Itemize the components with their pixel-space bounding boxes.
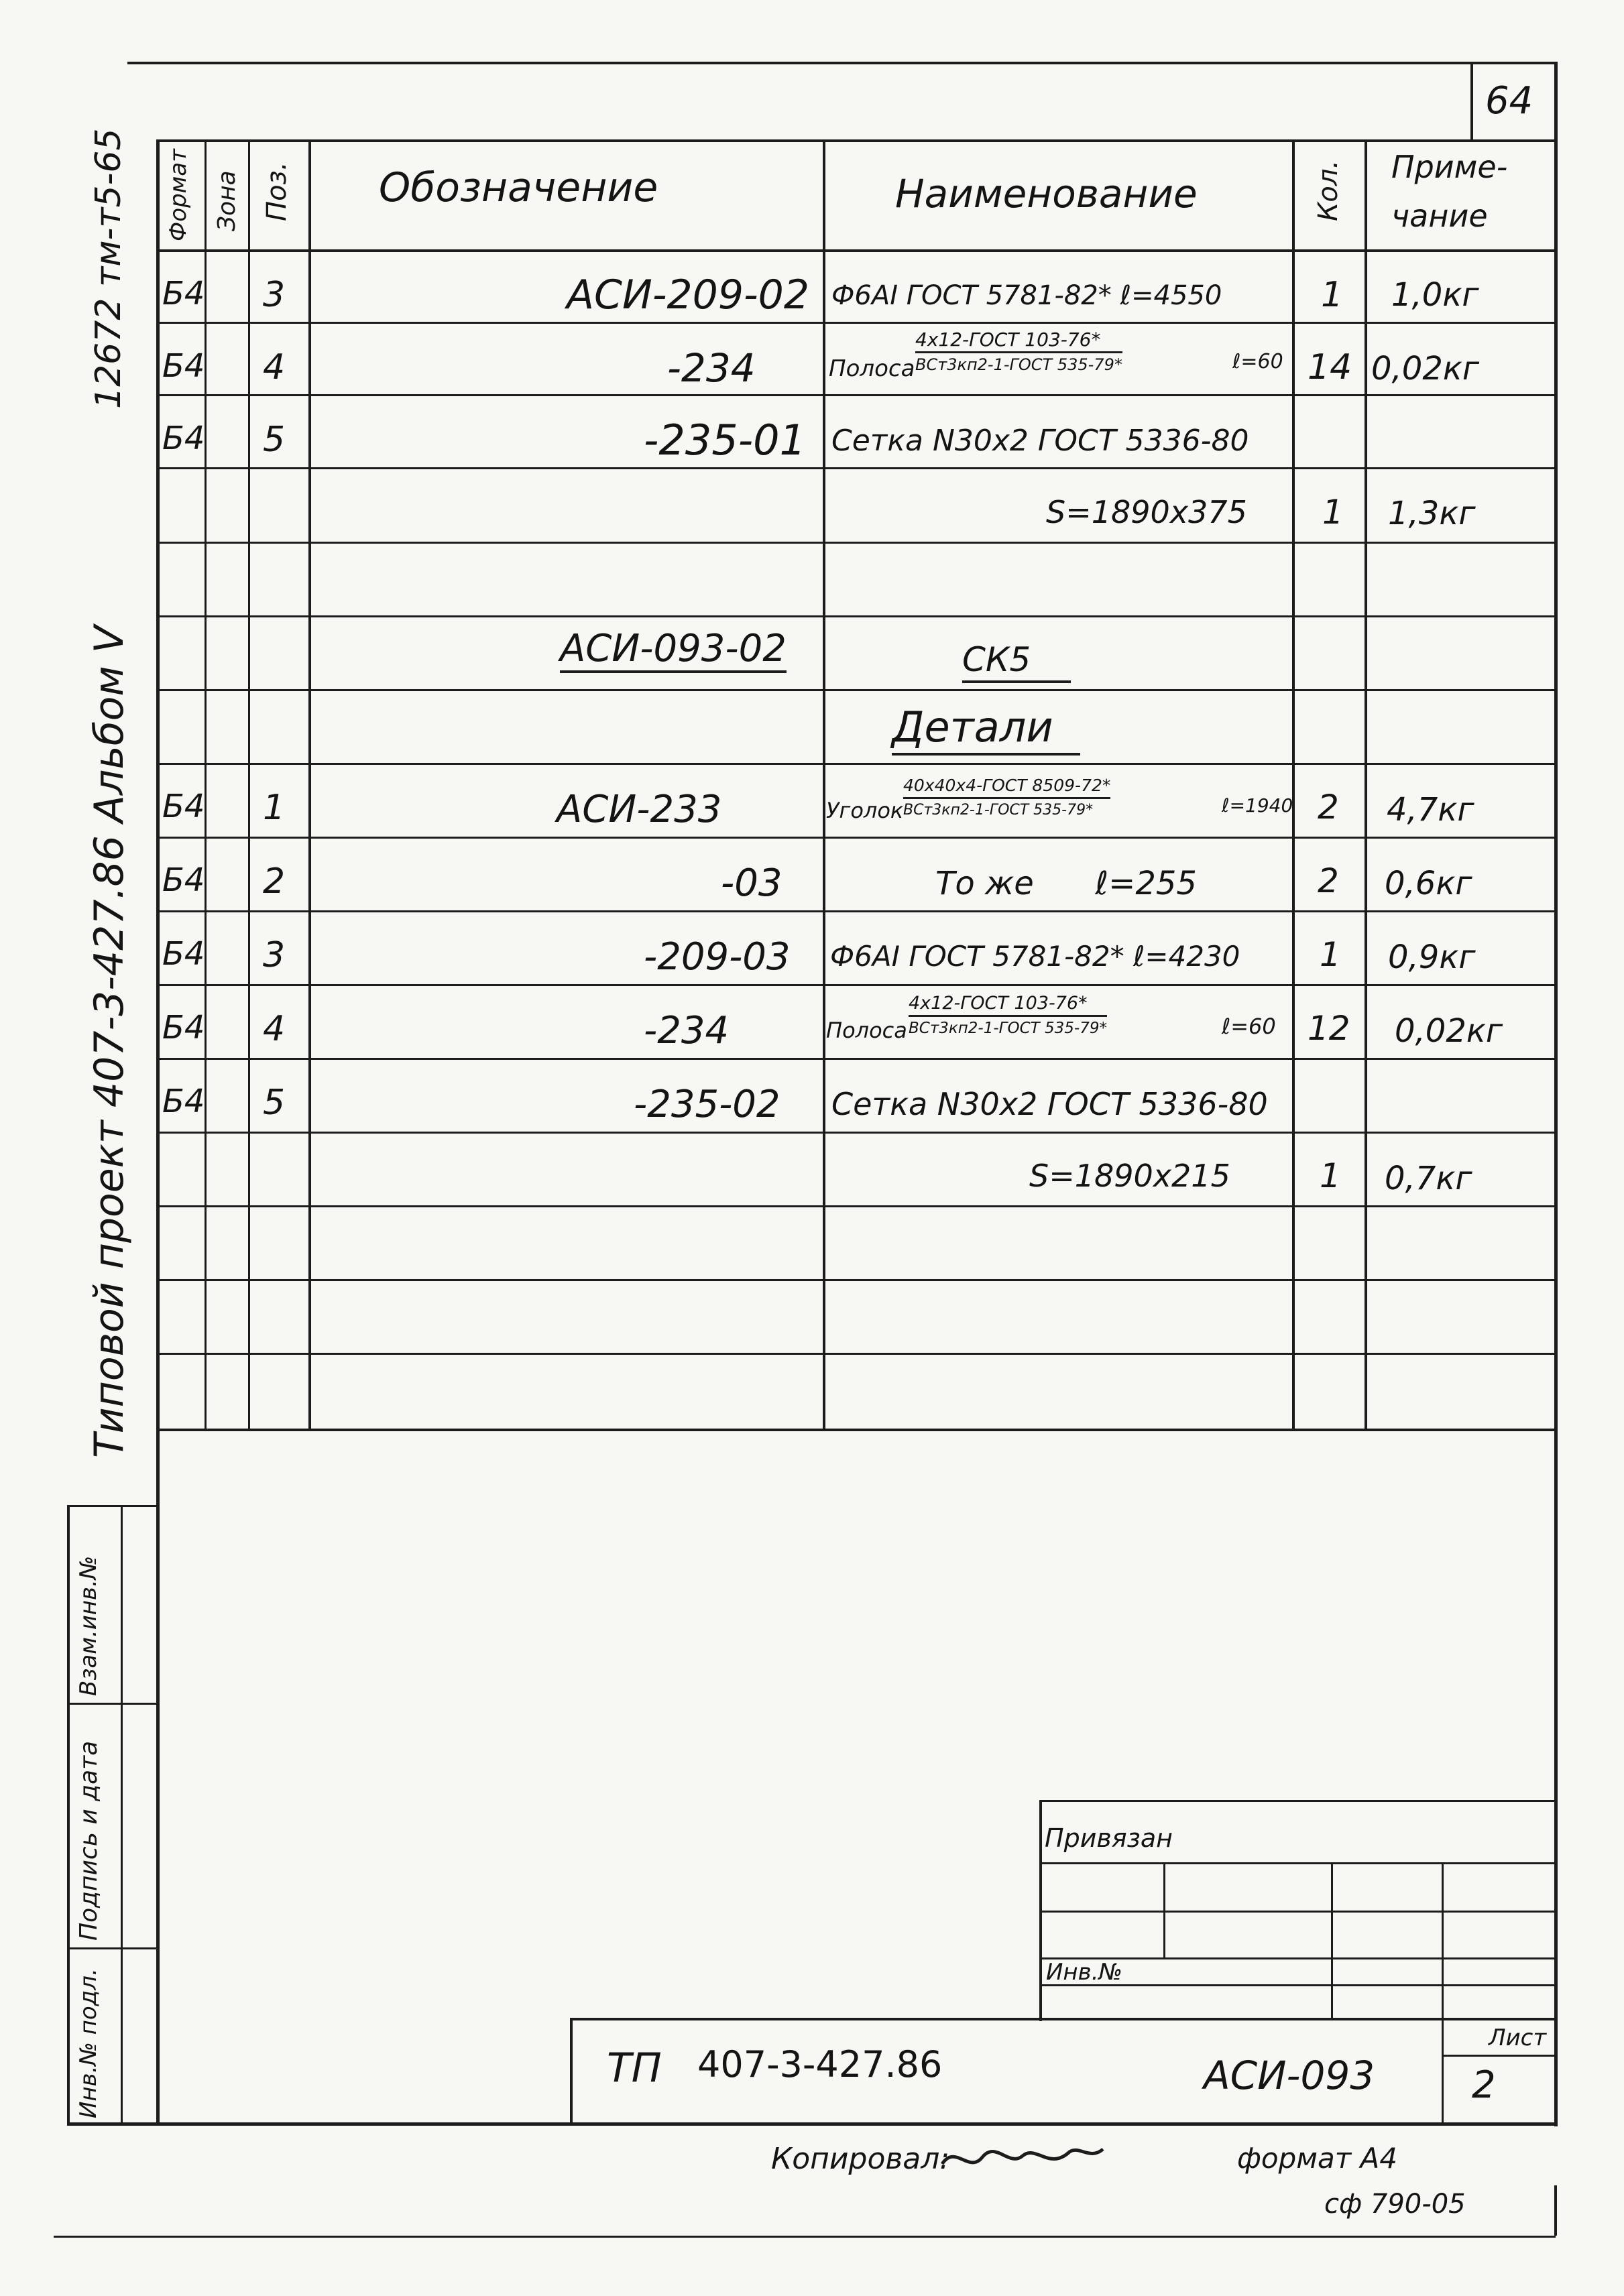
cell-format: Б4: [162, 347, 205, 385]
row-line: [156, 1279, 1558, 1281]
stamp-divider: [67, 1947, 158, 1949]
footer-code: сф 790-05: [1324, 2189, 1466, 2220]
cell-name-fraction: [915, 328, 1122, 376]
title-project: 407-3-427.86: [697, 2043, 943, 2086]
cell-name-prefix: Полоса: [829, 355, 915, 382]
cell-designation: -235-01: [644, 416, 806, 465]
sheet-label: Лист: [1489, 2025, 1547, 2051]
cell-name: То же ℓ=255: [935, 865, 1197, 902]
row-line: [156, 910, 1558, 912]
title-sheet-divider: [1442, 2055, 1557, 2057]
cell-pos: 2: [263, 861, 286, 902]
cell-pos: 1: [263, 788, 286, 828]
cell-name-suffix: ℓ=60: [1222, 1014, 1276, 1039]
header-top-line: [156, 139, 1558, 142]
stamp-sign-date: Подпись и дата: [75, 1740, 103, 1941]
row-line: [156, 1132, 1558, 1134]
cell-name-prefix: Полоса: [826, 1018, 907, 1043]
cell-note: 0,9кг: [1388, 939, 1476, 976]
cell-qty: 14: [1308, 347, 1352, 387]
cell-qty: 12: [1308, 1009, 1350, 1048]
privyazan-row: [1039, 1862, 1557, 1864]
cell-designation: -03: [721, 861, 782, 905]
cell-designation: -234: [644, 1009, 730, 1052]
cell-name-fraction: [909, 992, 1107, 1040]
cell-name: S=1890х215: [1029, 1158, 1230, 1194]
right-border: [1554, 62, 1558, 2126]
assembly-name: СК5: [962, 640, 1071, 683]
section-title-details: Детали: [892, 703, 1080, 756]
cell-note: 0,02кг: [1395, 1012, 1503, 1050]
header-name: Наименование: [895, 171, 1198, 217]
cell-name: Сетка N30х2 ГОСТ 5336-80: [831, 424, 1249, 458]
table-bottom-line: [156, 1429, 1558, 1431]
privyazan-row: [1039, 1911, 1557, 1913]
row-line: [156, 394, 1558, 396]
inv-no-label: Инв.№: [1046, 1959, 1122, 1986]
footer-right-tick: [1554, 2185, 1557, 2236]
cell-name: S=1890х375: [1046, 494, 1247, 530]
cell-qty: 1: [1321, 275, 1344, 315]
cell-name: Ф6АI ГОСТ 5781-82* ℓ=4550: [831, 280, 1222, 311]
stamp-left-border: [67, 1505, 70, 2125]
row-line: [156, 763, 1558, 765]
cell-pos: 4: [263, 1009, 286, 1049]
cell-pos: 3: [263, 935, 286, 975]
header-note-1: Приме-: [1391, 149, 1508, 185]
assembly-designation: АСИ-093-02: [560, 627, 787, 673]
header-format: Формат: [165, 149, 192, 241]
privyazan-top: [1039, 1800, 1557, 1802]
header-designation: Обозначение: [379, 164, 658, 211]
cell-qty: 1: [1322, 493, 1344, 532]
col-divider-name: [1292, 139, 1295, 1430]
col-divider-zone: [248, 139, 250, 1430]
title-doc: АСИ-093: [1204, 2053, 1375, 2098]
cell-note: 0,6кг: [1385, 865, 1472, 902]
cell-format: Б4: [162, 275, 205, 312]
cell-name: Сетка N30х2 ГОСТ 5336-80: [831, 1086, 1268, 1122]
stamp-right-border: [121, 1505, 123, 2125]
privyazan-col: [1163, 1862, 1165, 1959]
row-line: [156, 837, 1558, 839]
cell-note: 4,7кг: [1387, 791, 1474, 829]
header-zone: Зона: [213, 170, 241, 231]
cell-qty: 1: [1320, 935, 1341, 974]
fraction-numerator: 4х12-ГОСТ 103-76*: [909, 992, 1107, 1017]
cell-qty: 1: [1320, 1156, 1341, 1195]
title-sheet-col: [1442, 2018, 1444, 2125]
row-line: [156, 249, 1558, 252]
cell-format: Б4: [162, 861, 205, 899]
page-number: 64: [1485, 79, 1533, 123]
cell-qty: 2: [1318, 788, 1339, 827]
cell-name-prefix: Уголок: [826, 798, 904, 823]
title-block-left: [570, 2018, 573, 2125]
side-code: 12672 тм-т5-65: [89, 128, 129, 409]
cell-designation: -209-03: [644, 935, 791, 979]
cell-note: 0,7кг: [1385, 1160, 1472, 1197]
fraction-numerator: 4х12-ГОСТ 103-76*: [915, 328, 1122, 353]
fraction-numerator: 40х40х4-ГОСТ 8509-72*: [903, 774, 1110, 799]
fraction-denominator: ВСт3кп2-1-ГОСТ 535-79*: [909, 1020, 1107, 1037]
copier-signature: [935, 2137, 1110, 2184]
row-line: [156, 1058, 1558, 1060]
col-divider-qty: [1365, 139, 1367, 1430]
stamp-inv-podl: Инв.№ подл.: [75, 1968, 102, 2118]
cell-note: 0,02кг: [1371, 350, 1480, 387]
cell-format: Б4: [162, 1083, 205, 1120]
page-number-box-left: [1470, 62, 1473, 141]
header-qty: Кол.: [1313, 160, 1344, 221]
cell-designation: АСИ-209-02: [567, 271, 809, 318]
header-note-2: чание: [1391, 198, 1488, 234]
col-divider-designation: [823, 139, 825, 1430]
row-line: [156, 689, 1558, 691]
cell-name-suffix: ℓ=1940: [1222, 794, 1293, 817]
cell-qty: 2: [1318, 861, 1339, 900]
cell-pos: 4: [263, 347, 286, 387]
cell-pos: 3: [263, 275, 286, 315]
cell-note: 1,0кг: [1391, 276, 1479, 314]
cell-designation: -235-02: [634, 1083, 780, 1126]
cell-format: Б4: [162, 788, 205, 825]
title-block-top: [570, 2018, 1557, 2020]
cell-pos: 5: [263, 420, 286, 460]
row-line: [156, 1353, 1558, 1355]
row-line: [156, 322, 1558, 324]
title-tp: ТП: [607, 2045, 662, 2092]
cell-name-suffix: ℓ=60: [1232, 350, 1283, 373]
top-border: [127, 62, 1557, 64]
cell-pos: 5: [263, 1083, 286, 1123]
stamp-vzam-inv: Взам.инв.№: [75, 1555, 102, 1696]
cell-format: Б4: [162, 420, 205, 457]
cell-note: 1,3кг: [1388, 495, 1476, 532]
privyazan-col: [1331, 1862, 1333, 2020]
cell-format: Б4: [162, 1009, 205, 1046]
cell-designation: АСИ-233: [557, 788, 722, 831]
cell-name-fraction: [903, 774, 1110, 822]
footer-format: формат А4: [1237, 2142, 1397, 2175]
row-line: [156, 467, 1558, 469]
sheet-number: 2: [1472, 2063, 1496, 2107]
stamp-divider: [67, 1703, 158, 1705]
cell-format: Б4: [162, 935, 205, 973]
header-pos: Поз.: [262, 162, 292, 221]
col-divider-format: [205, 139, 207, 1430]
fraction-denominator: ВСт3кп2-1-ГОСТ 535-79*: [903, 802, 1094, 819]
fraction-denominator: ВСт3кп2-1-ГОСТ 535-79*: [915, 355, 1122, 374]
row-line: [156, 1205, 1558, 1207]
footer-copied: Копировал:: [771, 2142, 950, 2176]
stamp-divider: [67, 1505, 158, 1507]
cell-designation: -234: [667, 345, 756, 391]
bottom-border: [67, 2122, 1557, 2126]
page-bottom-line: [54, 2236, 1556, 2238]
row-line: [156, 615, 1558, 617]
side-album-title: Типовой проект 407-3-427.86 Альбом Ⅴ: [86, 625, 133, 1458]
cell-name: Ф6АI ГОСТ 5781-82* ℓ=4230: [830, 940, 1240, 973]
privyazan-col: [1442, 1862, 1444, 2020]
row-line: [156, 542, 1558, 544]
row-line: [156, 984, 1558, 986]
col-divider-pos: [308, 139, 311, 1430]
privyazan-label: Привязан: [1045, 1823, 1173, 1853]
